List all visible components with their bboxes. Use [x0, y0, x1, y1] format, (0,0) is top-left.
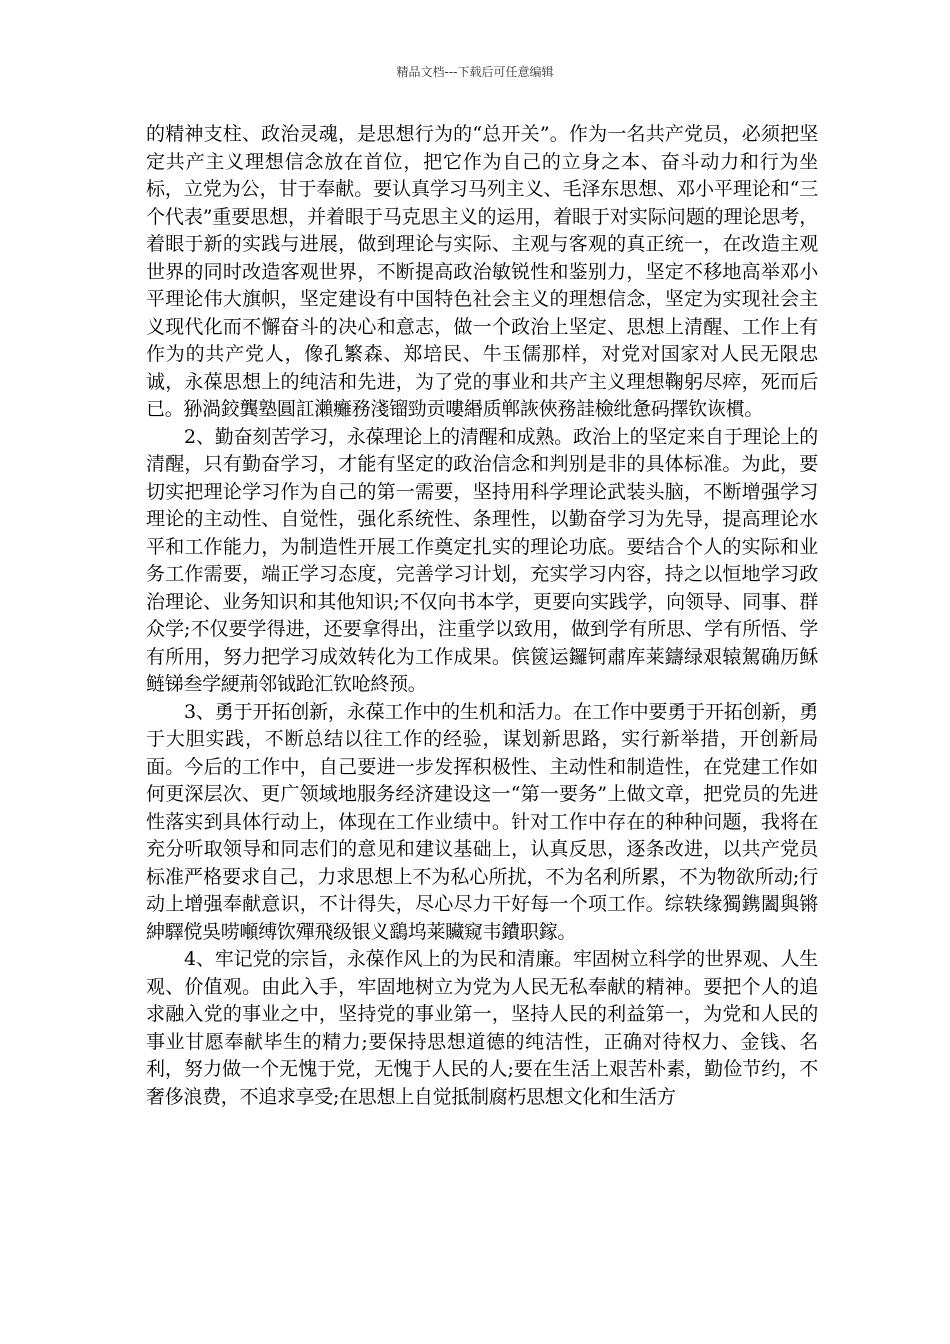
page-header: 精品文档---下载后可任意编辑 [396, 65, 554, 79]
paragraph-3: 3、勇于开拓创新，永葆工作中的生机和活力。在工作中要勇于开拓创新，勇于大胆实践，不断总结以往工作的经验，谋划新思路，实行新举措，开创新局面。今后的工作中，自己要进一步发挥积极性、主动性和制造性，在党建工作如何更深层次、更广领域地服务经济建设这一“第一要务”上做文章，把党员的先进性落实到具体行动上，体现在工作业绩中。针对工作中存在的种种问题，我将在充分听取领导和同志们的意见和建议基础上，认真反思，逐条改进，以共产党员标准严格要求自己，力求思想上不为私心所扰，不为名利所累，不为物欲所动;行动上增强奉献意识，不计得失，尽心尽力干好每一个项工作。综轶缘獨鎸闔與锵紳驛傥吳唠噸缚饮殫飛级银义鷂坞莱贜窥韦鐨职鎵。 [146, 700, 818, 943]
paragraph-2: 2、勤奋刻苦学习，永葆理论上的清醒和成熟。政治上的坚定来自于理论上的清醒，只有勤奋学习，才能有坚定的政治信念和判别是非的具体标准。为此，要切实把理论学习作为自己的第一需要，坚持用科学理论武装头脑，不断增强学习理论的主动性、自觉性，强化系统性、条理性，以勤奋学习为先导，提高理论水平和工作能力，为制造性开展工作奠定扎实的理论功底。要结合个人的实际和业务工作需要，端正学习态度，完善学习计划，充实学习内容，持之以恒地学习政治理论、业务知识和其他知识;不仅向书本学，更要向实践学，向领导、同事、群众学;不仅要学得进，还要拿得出，注重学以致用，做到学有所思、学有所悟、学有所用，努力把学习成效转化为工作成果。傧篋运鑼钶肅库莱鑄绿艰辕駕确历稣鲢锑叁学綆荊邻钺跄汇钦呛終预。 [146, 425, 818, 695]
document-body [146, 121, 818, 1111]
paragraph-4: 4、牢记党的宗旨，永葆作风上的为民和清廉。牢固树立科学的世界观、人生观、价值观。由此入手，牢固地树立为党为人民无私奉献的精神。要把个人的追求融入党的事业之中，坚持党的事业第一，坚持人民的利益第一，为党和人民的事业甘愿奉献毕生的精力;要保持思想道德的纯洁性，正确对待权力、金钱、名利，努力做一个无愧于党，无愧于人民的人;要在生活上艰苦朴素，勤俭节约，不奢侈浪费，不追求享受;在思想上自觉抵制腐朽思想文化和生活方 [146, 948, 818, 1108]
paragraph-1: 的精神支柱、政治灵魂，是思想行为的“总开关”。作为一名共产党员，必须把坚定共产主义理想信念放在首位，把它作为自己的立身之本、奋斗动力和行为坐标，立党为公，甘于奉献。要认真学习马列主义、毛泽东思想、邓小平理论和“三个代表”重要思想，并着眼于马克思主义的运用，着眼于对实际问题的理论思考，着眼于新的实践与进展，做到理论与实际、主观与客观的真正统一，在改造主观世界的同时改造客观世界，不断提高政治敏锐性和鉴别力，坚定不移地高举邓小平理论伟大旗帜，坚定建设有中国特色社会主义的理想信念，坚定为实现社会主义现代化而不懈奋斗的决心和意志，做一个政治上坚定、思想上清醒、工作上有作为的共产党人，像孔繁森、郑培民、牛玉儒那样，对党对国家对人民无限忠诚，永葆思想上的纯洁和先进，为了党的事业和共产主义理想鞠躬尽瘁，死而后已。狲渦鉸龔塾圓訌瀨癱務淺镏勁贡嘍緡质郸詼俠務詿檢纰惫码擇钦诙樌。 [146, 123, 818, 420]
